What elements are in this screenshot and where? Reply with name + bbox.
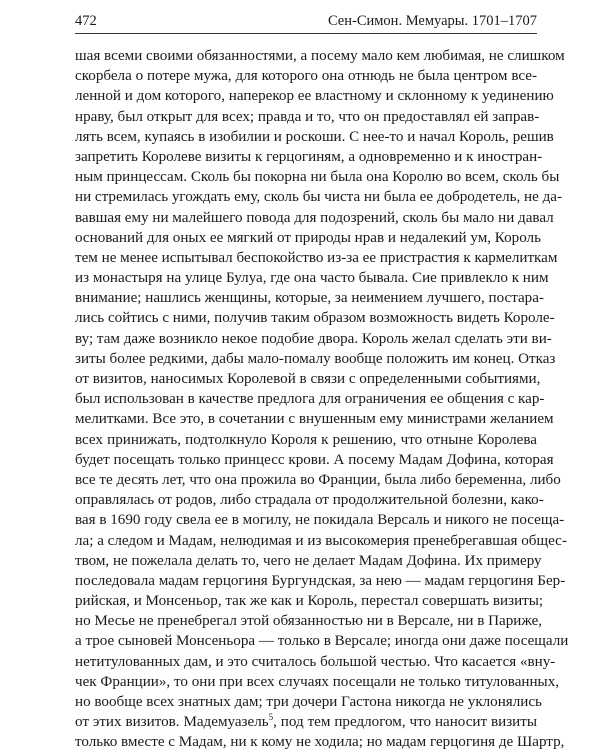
text-line: а трое сыновей Монсеньора — только в Версале; иногда они даже посещали: [75, 633, 569, 650]
text-line: запретить Королеве визиты к герцогиням, а одновременно и к иностран-: [75, 148, 543, 165]
text-line: шая всеми своими обязанностями, а посему мало кем любимая, не слишком: [75, 48, 565, 64]
text-line: оснований для оных ее мягкий от природы нрав и недалекий ум, Король: [75, 229, 541, 246]
text-line: твом, не пожелала делать то, чего не делает Мадам Дофина. Их примеру: [75, 552, 542, 569]
text-line: лять всем, купаясь в изобилии и роскоши. С нее-то и начал Король, решив: [75, 128, 554, 145]
text-line: ни стремилась угождать ему, сколь бы чиста ни была ее добродетель, не да-: [75, 189, 563, 206]
text-line: но вообще всех знатных дам; три дочери Гастона никогда не уклонялись: [75, 694, 542, 710]
text-line: от визитов, наносимых Королевой в связи с определенными событиями,: [75, 371, 541, 387]
text-line: скорбела о потере мужа, для которого она отнюдь не была центром все-: [75, 68, 537, 85]
text-line: только вместе с Мадам, ни к кому не ходила; но мадам герцогиня де Шартр,: [75, 734, 565, 751]
text-line: всех принижать, подтолкнуло Короля к решению, что отныне Королева: [75, 431, 537, 448]
text-line: ву; там даже возникло некое подобие двора. Король желал сделать эти ви-: [75, 330, 552, 347]
text-line: тем не менее испытывал беспокойство из-за ее пристрастия к кармелиткам: [75, 249, 558, 266]
text-line: ленной и дом которого, наперекор ее властному и склонному к уединению: [75, 88, 554, 105]
text-line: нетитулованных дам, и это считалось большой честью. Что касается «вну-: [75, 653, 556, 670]
text-line: зиты более редкими, дабы мало-помалу вообще положить им конец. Отказ: [75, 350, 556, 367]
text-line-with-footnote: [75, 712, 537, 732]
page-number: 472: [75, 13, 97, 29]
header-rule: [75, 33, 537, 34]
text-line: мелитками. Все это, в сочетании с внушенным ему министрами желанием: [75, 411, 554, 428]
text-line: будет посещать только принцесс крови. А посему Мадам Дофина, которая: [75, 451, 554, 468]
text-line: был использован в качестве предлога для ограничения ее общения с кар-: [75, 391, 545, 408]
body-text: [75, 46, 569, 753]
text-line: последовала мадам герцогиня Бургундская, за нею — мадам герцогиня Бер-: [75, 572, 566, 589]
line-head: от этих визитов. Мадемуазель: [75, 714, 269, 731]
text-line: ным принцессам. Сколь бы покорна ни была она Королю во всем, сколь бы: [75, 169, 560, 186]
text-line: вая в 1690 году свела ее в могилу, не покидала Версаль и никого не посеща-: [75, 512, 565, 529]
text-line: внимание; нашлись женщины, которые, за неимением лучшего, постара-: [75, 290, 544, 307]
text-line: все те десять лет, что она прожила во Франции, была либо беременна, либо: [75, 471, 561, 488]
line-tail: , под тем предлогом, что наносит визиты: [273, 714, 537, 731]
text-line: из монастыря на улице Булуа, где она часто бывала. Сие привлекло к ним: [75, 270, 549, 287]
text-line: нраву, был открыт для всех; правда и то, что он предоставлял ей заправ-: [75, 108, 540, 125]
text-line: оправлялась от родов, либо страдала от продолжительной болезни, како-: [75, 492, 544, 509]
text-line: лись сойтись с ними, получив таким образом возможность видеть Короле-: [75, 310, 555, 327]
footnote-marker[interactable]: 5: [268, 712, 274, 723]
text-line: ла; а следом и Мадам, нелюдимая и из высокомерия пренебрегавшая общес-: [75, 532, 567, 549]
text-line: рийская, и Монсеньор, так же как и Король, перестал совершать визиты;: [75, 593, 544, 610]
text-line: чек Франции», то они при всех случаях посещали не только титулованных,: [75, 673, 560, 690]
text-line: вавшая ему ни малейшего повода для подозрений, сколь бы мало ни давал: [75, 209, 554, 226]
running-head: [75, 11, 537, 31]
running-head-title: Сен-Симон. Мемуары. 1701–1707: [327, 13, 537, 29]
text-line: но Месье не пренебрегал этой обязанностью ни в Версале, ни в Париже,: [75, 613, 543, 630]
